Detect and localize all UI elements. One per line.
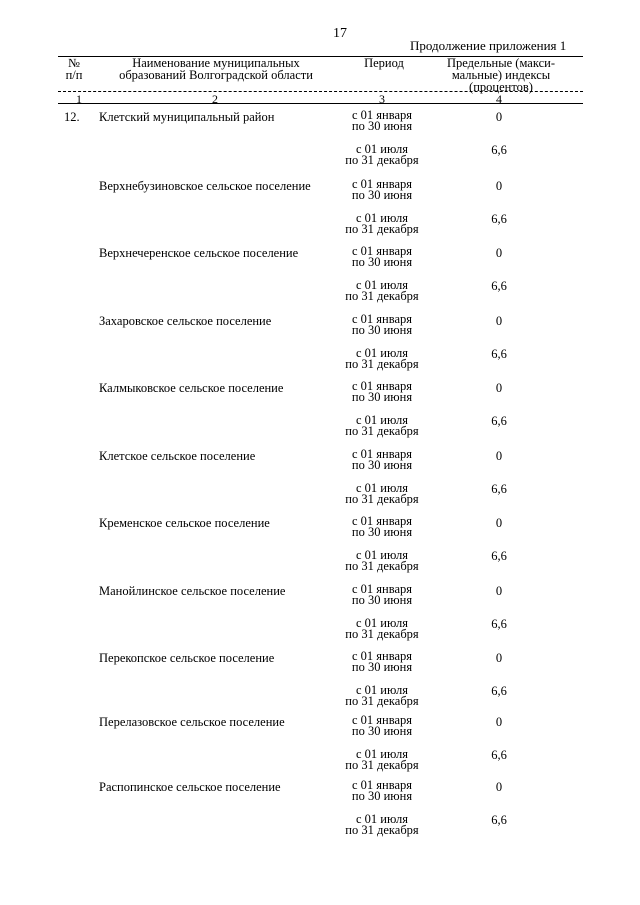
- period-first-half: [322, 516, 442, 538]
- period-second-half: [322, 213, 442, 235]
- entity-name: Перекопское сельское поселение: [99, 651, 275, 665]
- period-end: по 31 декабря: [345, 289, 419, 303]
- index-value-first-half: 0: [495, 246, 503, 260]
- header-col-number: [60, 57, 88, 81]
- period-end: по 31 декабря: [345, 424, 419, 438]
- header-col-name: [106, 57, 326, 81]
- index-value-first-half: 0: [495, 179, 503, 193]
- page-number: 17: [333, 26, 347, 41]
- period-start: с 01 января: [351, 177, 413, 191]
- period-first-half: [322, 246, 442, 268]
- period-end: по 31 декабря: [345, 153, 419, 167]
- header-rule: [58, 91, 583, 92]
- index-value-second-half: 6,6: [491, 617, 507, 631]
- period-second-half: [322, 348, 442, 370]
- index-value-second-half: 6,6: [491, 549, 507, 563]
- period-end: по 30 июня: [351, 119, 413, 133]
- header-col-index-line-3: (процентов): [469, 80, 533, 94]
- period-second-half: [322, 415, 442, 437]
- period-second-half: [322, 618, 442, 640]
- period-end: по 30 июня: [351, 458, 413, 472]
- period-end: по 30 июня: [351, 188, 413, 202]
- period-start: с 01 января: [351, 514, 413, 528]
- col-number-2: 2: [212, 92, 218, 106]
- period-start: с 01 июля: [355, 211, 408, 225]
- entity-name: Кременское сельское поселение: [99, 516, 270, 530]
- period-first-half: [322, 780, 442, 802]
- period-start: с 01 января: [351, 713, 413, 727]
- period-second-half: [322, 749, 442, 771]
- column-numbers-rule: [58, 103, 583, 104]
- period-start: с 01 января: [351, 778, 413, 792]
- entity-name: Калмыковское сельское поселение: [99, 381, 284, 395]
- row-number: 12.: [64, 110, 80, 124]
- period-end: по 30 июня: [351, 525, 413, 539]
- index-value-first-half: 0: [495, 780, 503, 794]
- entity-name: Распопинское сельское поселение: [99, 780, 281, 794]
- index-value-second-half: 6,6: [491, 813, 507, 827]
- period-start: с 01 января: [351, 649, 413, 663]
- period-end: по 30 июня: [351, 323, 413, 337]
- period-start: с 01 июля: [355, 812, 408, 826]
- entity-name: Манойлинское сельское поселение: [99, 584, 286, 598]
- entity-name: Верхнебузиновское сельское поселение: [99, 179, 311, 193]
- period-start: с 01 июля: [355, 747, 408, 761]
- header-col-index-line-2: мальные) индексы: [451, 68, 551, 82]
- period-start: с 01 января: [351, 312, 413, 326]
- index-value-second-half: 6,6: [491, 347, 507, 361]
- period-start: с 01 июля: [355, 346, 408, 360]
- continuation-label: Продолжение приложения 1: [410, 38, 567, 53]
- period-end: по 30 июня: [351, 660, 413, 674]
- period-end: по 30 июня: [351, 789, 413, 803]
- period-start: с 01 июля: [355, 142, 408, 156]
- period-start: с 01 января: [351, 244, 413, 258]
- period-start: с 01 июля: [355, 616, 408, 630]
- col-number-4: 4: [496, 92, 502, 106]
- period-end: по 31 декабря: [345, 823, 419, 837]
- index-value-first-half: 0: [495, 516, 503, 530]
- period-first-half: [322, 584, 442, 606]
- index-value-second-half: 6,6: [491, 212, 507, 226]
- entity-name: Перелазовское сельское поселение: [99, 715, 285, 729]
- period-first-half: [322, 314, 442, 336]
- index-value-first-half: 0: [495, 651, 503, 665]
- period-first-half: [322, 381, 442, 403]
- period-end: по 30 июня: [351, 255, 413, 269]
- period-second-half: [322, 280, 442, 302]
- period-start: с 01 июля: [355, 683, 408, 697]
- entity-name: Клетский муниципальный район: [99, 110, 275, 124]
- period-first-half: [322, 715, 442, 737]
- period-end: по 31 декабря: [345, 222, 419, 236]
- col-number-3: 3: [379, 92, 385, 106]
- header-col-name-line-2: образований Волгоградской области: [119, 68, 313, 82]
- header-col-number-line-1: №: [68, 56, 80, 70]
- col-number-1: 1: [76, 92, 82, 106]
- period-end: по 30 июня: [351, 593, 413, 607]
- index-value-second-half: 6,6: [491, 748, 507, 762]
- period-start: с 01 января: [351, 108, 413, 122]
- period-second-half: [322, 685, 442, 707]
- index-value-second-half: 6,6: [491, 143, 507, 157]
- index-value-second-half: 6,6: [491, 684, 507, 698]
- period-first-half: [322, 179, 442, 201]
- index-value-second-half: 6,6: [491, 279, 507, 293]
- period-start: с 01 июля: [355, 548, 408, 562]
- header-col-period-line-1: Период: [364, 56, 404, 70]
- period-second-half: [322, 483, 442, 505]
- period-end: по 31 декабря: [345, 559, 419, 573]
- period-second-half: [322, 144, 442, 166]
- header-col-name-line-1: Наименование муниципальных: [132, 56, 300, 70]
- period-end: по 30 июня: [351, 390, 413, 404]
- index-value-first-half: 0: [495, 584, 503, 598]
- header-col-period: [348, 57, 420, 69]
- index-value-first-half: 0: [495, 110, 503, 124]
- period-end: по 31 декабря: [345, 357, 419, 371]
- entity-name: Захаровское сельское поселение: [99, 314, 272, 328]
- header-col-index: [436, 57, 566, 93]
- index-value-second-half: 6,6: [491, 414, 507, 428]
- period-start: с 01 июля: [355, 413, 408, 427]
- header-col-index-line-1: Предельные (макси-: [447, 56, 555, 70]
- period-start: с 01 января: [351, 447, 413, 461]
- period-start: с 01 января: [351, 379, 413, 393]
- period-end: по 31 декабря: [345, 492, 419, 506]
- index-value-first-half: 0: [495, 715, 503, 729]
- period-start: с 01 июля: [355, 278, 408, 292]
- header-col-number-line-2: п/п: [65, 68, 83, 82]
- entity-name: Верхнечеренское сельское поселение: [99, 246, 299, 260]
- period-first-half: [322, 651, 442, 673]
- period-start: с 01 января: [351, 582, 413, 596]
- period-first-half: [322, 449, 442, 471]
- period-end: по 31 декабря: [345, 627, 419, 641]
- period-second-half: [322, 814, 442, 836]
- period-first-half: [322, 110, 442, 132]
- period-end: по 30 июня: [351, 724, 413, 738]
- index-value-first-half: 0: [495, 314, 503, 328]
- period-end: по 31 декабря: [345, 694, 419, 708]
- period-end: по 31 декабря: [345, 758, 419, 772]
- index-value-first-half: 0: [495, 449, 503, 463]
- period-start: с 01 июля: [355, 481, 408, 495]
- index-value-second-half: 6,6: [491, 482, 507, 496]
- entity-name: Клетское сельское поселение: [99, 449, 256, 463]
- period-second-half: [322, 550, 442, 572]
- index-value-first-half: 0: [495, 381, 503, 395]
